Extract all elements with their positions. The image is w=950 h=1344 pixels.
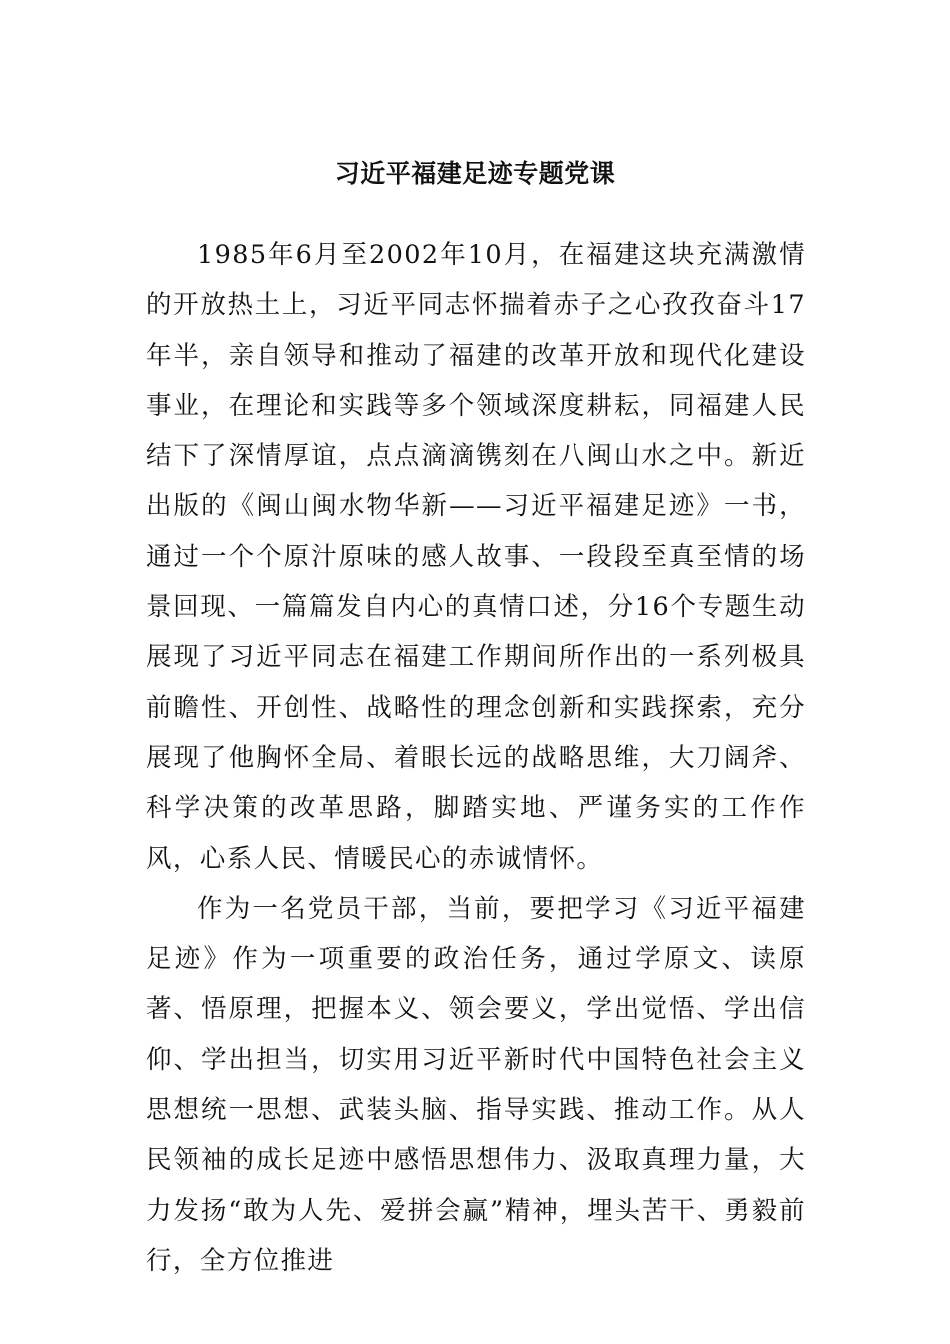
- document-title: 习近平福建足迹专题党课: [334, 159, 616, 188]
- paragraph-1: 1985年6月至2002年10月，在福建这块充满激情的开放热土上，习近平同志怀揣着赤子之心孜孜奋斗17年半，亲自领导和推动了福建的改革开放和现代化建设事业，在理论和实践等多个领域深度耕耘，同福建人民结下了深情厚谊，点点滴滴镌刻在八闽山水之中。新近出版的《闽山闽水物华新——习近平福建足迹》一书，通过一个个原汁原味的感人故事、一段段至真至情的场景回现、一篇篇发自内心的真情口述，分16个专题生动展现了习近平同志在福建工作期间所作出的一系列极具前瞻性、开创性、战略性的理念创新和实践探索，充分展现了他胸怀全局、着眼长远的战略思维，大刀阔斧、科学决策的改革思路，脚踏实地、严谨务实的工作作风，心系人民、情暖民心的赤诚情怀。: [146, 240, 806, 874]
- document-body: [146, 230, 806, 1286]
- paragraph-2: 作为一名党员干部，当前，要把学习《习近平福建足迹》作为一项重要的政治任务，通过学原文、读原著、悟原理，把握本义、领会要义，学出觉悟、学出信仰、学出担当，切实用习近平新时代中国特色社会主义思想统一思想、武装头脑、指导实践、推动工作。从人民领袖的成长足迹中感悟思想伟力、汲取真理力量，大力发扬“敢为人先、爱拼会赢”精神，埋头苦干、勇毅前行，全方位推进: [146, 893, 806, 1276]
